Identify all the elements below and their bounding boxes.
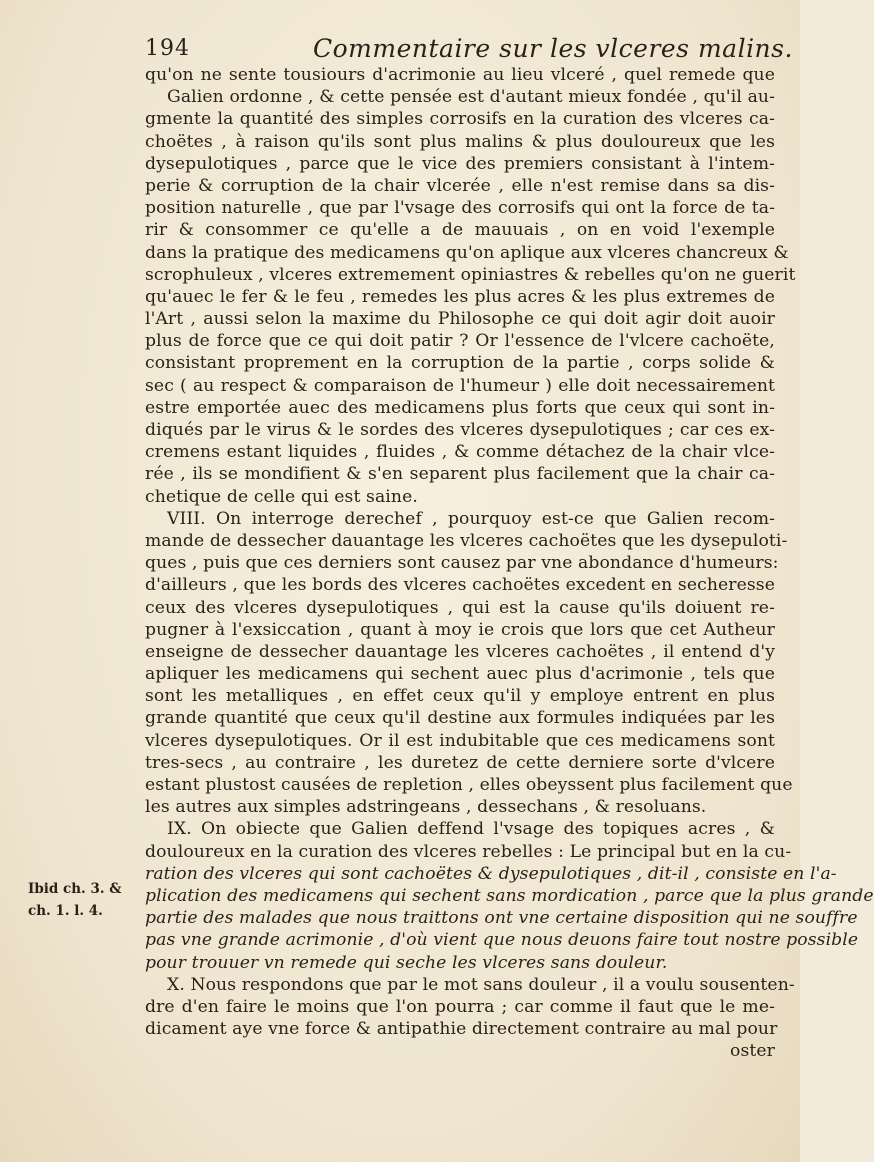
- text-block: [145, 64, 874, 1062]
- text-line: IX. On obiecte que Galien deffend l'vsage des topiques acres , &: [167, 819, 775, 840]
- text-line: cremens estant liquides , fluides , & comme détachez de la chair vlce-: [145, 442, 775, 463]
- text-line: sont les metalliques , en effet ceux qu'il y employe entrent en plus: [145, 686, 775, 707]
- text-line: dre d'en faire le moins que l'on pourra ; car comme il faut que le me-: [145, 996, 775, 1017]
- text-line: VIII. On interroge derechef , pourquoy est-ce que Galien recom-: [167, 508, 775, 529]
- text-line: pas vne grande acrimonie , d'où vient que nous deuons faire tout nostre possible: [145, 930, 859, 951]
- text-line: pugner à l'exsiccation , quant à moy ie crois que lors que cet Autheur: [145, 619, 775, 640]
- text-line: apliquer les medicamens qui sechent auec plus d'acrimonie , tels que: [145, 664, 775, 685]
- catchword: oster: [730, 1041, 775, 1062]
- text-line: qu'auec le fer & le feu , remedes les plus acres & les plus extremes de: [145, 286, 775, 307]
- text-line: gmente la quantité des simples corrosifs en la curation des vlceres ca-: [145, 109, 775, 130]
- text-line: grande quantité que ceux qu'il destine aux formules indiquées par les: [145, 708, 775, 729]
- text-line: ration des vlceres qui sont cachoëtes & dysepulotiques , dit-il , consiste en l'a-: [145, 863, 837, 884]
- text-line: estre emportée auec des medicamens plus forts que ceux qui sont in-: [145, 397, 775, 418]
- text-line: chetique de celle qui est saine.: [145, 486, 418, 507]
- text-line: d'ailleurs , que les bords des vlceres cachoëtes excedent en secheresse: [145, 575, 775, 596]
- running-title: Commentaire sur les vlceres malins.: [313, 34, 793, 63]
- text-line: rée , ils se mondifient & s'en separent plus facilement que la chair ca-: [145, 464, 775, 485]
- text-line: position naturelle , que par l'vsage des corrosifs qui ont la force de ta-: [145, 198, 775, 219]
- text-line: estant plustost causées de repletion , elles obeyssent plus facilement que: [145, 775, 793, 795]
- text-line: sec ( au respect & comparaison de l'humeur ) elle doit necessairement: [145, 375, 775, 396]
- page-header: [145, 30, 793, 64]
- text-line: les autres aux simples adstringeans , dessechans , & resoluans.: [145, 797, 707, 818]
- margin-note: ch. 1. l. 4.: [28, 903, 103, 919]
- text-line: partie des malades que nous traittons ont vne certaine disposition qui ne souffre: [145, 908, 858, 929]
- text-line: perie & corruption de la chair vlcerée , elle n'est remise dans sa dis-: [145, 175, 775, 196]
- text-line: X. Nous respondons que par le mot sans douleur , il a voulu sousenten-: [167, 974, 795, 995]
- text-line: diqués par le virus & le sordes des vlceres dysepulotiques ; car ces ex-: [145, 420, 775, 440]
- margin-note: Ibid ch. 3. &: [28, 881, 122, 897]
- text-line: choëtes , à raison qu'ils sont plus malins & plus douloureux que les: [145, 131, 775, 152]
- text-line: douloureux en la curation des vlceres rebelles : Le principal but en la cu-: [145, 841, 792, 862]
- text-line: dans la pratique des medicamens qu'on aplique aux vlceres chancreux &: [145, 242, 789, 263]
- text-line: ceux des vlceres dysepulotiques , qui est la cause qu'ils doiuent re-: [145, 597, 775, 618]
- text-line: l'Art , aussi selon la maxime du Philosophe ce qui doit agir doit auoir: [145, 309, 775, 330]
- text-line: pour trouuer vn remede qui seche les vlceres sans douleur.: [145, 952, 668, 973]
- text-line: plication des medicamens qui sechent sans mordication , parce que la plus grande: [145, 885, 874, 906]
- text-line: Galien ordonne , & cette pensée est d'autant mieux fondée , qu'il au-: [167, 87, 775, 108]
- text-line: tres-secs , au contraire , les duretez de cette derniere sorte d'vlcere: [145, 752, 775, 773]
- text-line: scrophuleux , vlceres extremement opiniastres & rebelles qu'on ne guerit: [145, 264, 796, 285]
- text-line: enseigne de dessecher dauantage les vlceres cachoëtes , il entend d'y: [145, 641, 775, 662]
- text-line: mande de dessecher dauantage les vlceres cachoëtes que les dysepuloti-: [145, 530, 788, 551]
- text-line: qu'on ne sente tousiours d'acrimonie au lieu vlceré , quel remede que: [145, 65, 775, 85]
- text-line: ques , puis que ces derniers sont causez par vne abondance d'humeurs:: [145, 553, 779, 574]
- text-line: dysepulotiques , parce que le vice des premiers consistant à l'intem-: [145, 153, 775, 174]
- text-line: rir & consommer ce qu'elle a de mauuais , on en void l'exemple: [145, 220, 775, 241]
- page-number: 194: [145, 36, 190, 61]
- text-line: vlceres dysepulotiques. Or il est indubitable que ces medicamens sont: [145, 730, 775, 751]
- text-line: plus de force que ce qui doit patir ? Or l'essence de l'vlcere cachoëte,: [145, 331, 775, 352]
- text-line: consistant proprement en la corruption de la partie , corps solide &: [145, 353, 775, 374]
- text-line: dicament aye vne force & antipathie directement contraire au mal pour: [145, 1019, 778, 1040]
